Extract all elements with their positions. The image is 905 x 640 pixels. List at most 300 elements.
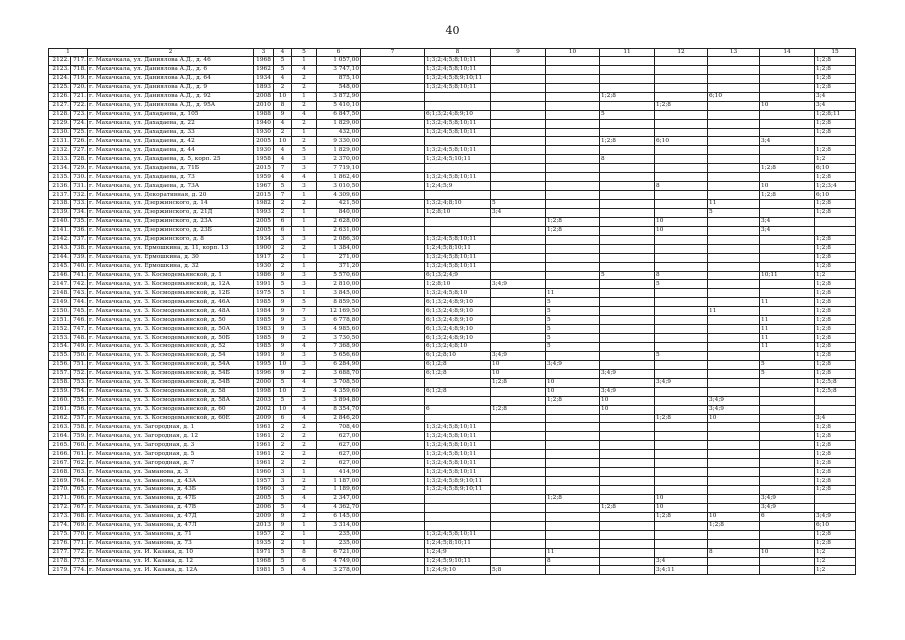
- table-cell: 1;2;4;5;8;10;11: [425, 244, 491, 253]
- table-cell: [491, 441, 546, 450]
- table-cell: [491, 182, 546, 191]
- table-cell: 1986: [254, 271, 274, 280]
- table-cell: [361, 110, 425, 119]
- table-cell: [708, 271, 760, 280]
- table-cell: 2154.: [49, 343, 71, 352]
- table-cell: 769.: [71, 521, 88, 530]
- table-cell: 758.: [71, 423, 88, 432]
- table-cell: [546, 477, 600, 486]
- table-cell: 748.: [71, 334, 88, 343]
- table-cell: г. Махачкала, ул. Дахадаева, д. 33: [88, 128, 254, 137]
- table-cell: 1: [292, 92, 317, 101]
- table-cell: [546, 65, 600, 74]
- table-cell: [361, 65, 425, 74]
- table-cell: 2 086,30: [317, 235, 361, 244]
- table-cell: 235,00: [317, 530, 361, 539]
- table-cell: 840,00: [317, 208, 361, 217]
- table-cell: [600, 494, 655, 503]
- table-cell: 9: [274, 316, 292, 325]
- table-cell: [491, 539, 546, 548]
- table-cell: [655, 423, 708, 432]
- table-cell: 1;2;8: [815, 262, 856, 271]
- table-cell: 2159.: [49, 387, 71, 396]
- table-cell: 1;2;8: [546, 396, 600, 405]
- table-cell: [491, 503, 546, 512]
- table-cell: 2015: [254, 164, 274, 173]
- table-cell: [600, 530, 655, 539]
- table-cell: [760, 244, 815, 253]
- table-cell: 1;3;2;4;5;8;10;11: [425, 173, 491, 182]
- table-cell: [708, 378, 760, 387]
- table-cell: [708, 360, 760, 369]
- table-cell: [655, 173, 708, 182]
- table-cell: г. Махачкала, ул. Дзержинского, д. 23А: [88, 217, 254, 226]
- table-cell: 4: [292, 566, 317, 575]
- table-cell: г. Махачкала, ул. Дзержинского, д. 14: [88, 200, 254, 209]
- table-cell: 6;1;3;2;4;9: [425, 271, 491, 280]
- table-cell: 10: [708, 512, 760, 521]
- table-cell: 3: [292, 155, 317, 164]
- table-cell: [600, 512, 655, 521]
- table-cell: [815, 137, 856, 146]
- table-cell: [655, 530, 708, 539]
- table-cell: 2005: [254, 494, 274, 503]
- table-cell: 1: [292, 289, 317, 298]
- table-cell: 2155.: [49, 351, 71, 360]
- table-cell: 10: [760, 182, 815, 191]
- table-cell: 1;2;8: [815, 539, 856, 548]
- table-row: [49, 128, 856, 137]
- table-cell: [546, 423, 600, 432]
- table-cell: [361, 343, 425, 352]
- table-cell: 4: [292, 378, 317, 387]
- table-cell: [491, 530, 546, 539]
- table-cell: 747.: [71, 325, 88, 334]
- table-cell: 8: [600, 155, 655, 164]
- table-cell: 2145.: [49, 262, 71, 271]
- table-cell: 3: [292, 325, 317, 334]
- table-cell: 5: [274, 548, 292, 557]
- table-cell: [425, 503, 491, 512]
- housing-register-table: [48, 48, 856, 575]
- table-cell: 756.: [71, 405, 88, 414]
- table-cell: [760, 387, 815, 396]
- table-cell: [760, 74, 815, 83]
- table-cell: 1;2;8: [815, 280, 856, 289]
- table-cell: 2132.: [49, 146, 71, 155]
- table-cell: 5 656,60: [317, 351, 361, 360]
- table-cell: 1;2;8: [815, 289, 856, 298]
- table-cell: [760, 557, 815, 566]
- table-cell: [491, 191, 546, 200]
- table-row: [49, 271, 856, 280]
- table-cell: 1;2;8: [815, 316, 856, 325]
- table-cell: [491, 244, 546, 253]
- table-cell: [708, 432, 760, 441]
- table-cell: 1;2;8: [815, 74, 856, 83]
- table-cell: 1935: [254, 539, 274, 548]
- table-cell: г. Махачкала, ул. Заманова, д. 43А: [88, 477, 254, 486]
- table-cell: [760, 351, 815, 360]
- table-cell: 1934: [254, 235, 274, 244]
- table-cell: 766.: [71, 494, 88, 503]
- table-cell: [600, 65, 655, 74]
- table-cell: [815, 503, 856, 512]
- table-cell: 3;4;9: [655, 378, 708, 387]
- table-row: [49, 486, 856, 495]
- table-cell: 743.: [71, 289, 88, 298]
- table-cell: [491, 65, 546, 74]
- table-cell: 1930: [254, 146, 274, 155]
- table-cell: 1;2;8: [815, 146, 856, 155]
- table-cell: [760, 539, 815, 548]
- table-cell: [361, 521, 425, 530]
- table-cell: 1;2;8: [760, 191, 815, 200]
- table-cell: 3;4;9: [600, 387, 655, 396]
- table-cell: 5: [546, 298, 600, 307]
- table-row: [49, 494, 856, 503]
- table-cell: 5: [292, 146, 317, 155]
- table-cell: 1;2;8: [815, 325, 856, 334]
- table-cell: 9: [274, 343, 292, 352]
- table-cell: 2144.: [49, 253, 71, 262]
- table-cell: г. Махачкала, ул. Даниялова А.Д., д. 95А: [88, 101, 254, 110]
- table-cell: 728.: [71, 155, 88, 164]
- table-cell: 1;2;4;5;8;10;11: [425, 539, 491, 548]
- table-cell: г. Махачкала, ул. З. Космодемьянской, д. 54Б: [88, 369, 254, 378]
- table-cell: 627,00: [317, 459, 361, 468]
- table-cell: 6;10: [708, 92, 760, 101]
- table-row: [49, 244, 856, 253]
- table-cell: 5: [546, 325, 600, 334]
- table-cell: 1;2;8: [600, 137, 655, 146]
- table-row: [49, 92, 856, 101]
- table-cell: 2: [274, 262, 292, 271]
- table-cell: 762.: [71, 459, 88, 468]
- table-cell: 2: [292, 512, 317, 521]
- table-cell: [361, 101, 425, 110]
- table-cell: [760, 414, 815, 423]
- table-row: [49, 450, 856, 459]
- table-cell: 8 354,70: [317, 405, 361, 414]
- table-row: [49, 298, 856, 307]
- table-cell: 1;2;8: [546, 494, 600, 503]
- table-cell: 2140.: [49, 217, 71, 226]
- table-cell: [600, 253, 655, 262]
- table-cell: 4: [292, 343, 317, 352]
- table-cell: [361, 486, 425, 495]
- table-cell: [708, 503, 760, 512]
- table-cell: 1;2;8: [655, 512, 708, 521]
- table-cell: г. Махачкала, ул. Загородная, д. 7: [88, 459, 254, 468]
- table-cell: 627,00: [317, 441, 361, 450]
- table-cell: 4: [274, 173, 292, 182]
- table-cell: [361, 450, 425, 459]
- table-cell: 1;2;8: [815, 441, 856, 450]
- table-cell: [655, 74, 708, 83]
- table-cell: [546, 512, 600, 521]
- table-cell: [491, 298, 546, 307]
- table-cell: [655, 468, 708, 477]
- table-cell: [361, 512, 425, 521]
- table-cell: [491, 387, 546, 396]
- table-cell: [425, 226, 491, 235]
- table-cell: 774.: [71, 566, 88, 575]
- table-cell: г. Махачкала, ул. З. Космодемьянской, д. 54В: [88, 378, 254, 387]
- table-cell: 2015: [254, 191, 274, 200]
- table-cell: 717.: [71, 57, 88, 66]
- table-cell: [361, 539, 425, 548]
- table-cell: 5: [546, 307, 600, 316]
- column-header: 1: [49, 49, 88, 57]
- table-row: [49, 253, 856, 262]
- table-cell: 10: [546, 378, 600, 387]
- table-cell: 757.: [71, 414, 88, 423]
- table-cell: 1: [292, 539, 317, 548]
- table-cell: 1: [292, 128, 317, 137]
- table-cell: [491, 468, 546, 477]
- table-cell: 11: [760, 316, 815, 325]
- table-cell: 2156.: [49, 360, 71, 369]
- table-cell: 2164.: [49, 432, 71, 441]
- table-cell: 1;2;8;11: [815, 110, 856, 119]
- table-cell: 5: [274, 182, 292, 191]
- table-cell: 9: [274, 369, 292, 378]
- table-cell: 5 410,10: [317, 101, 361, 110]
- table-row: [49, 477, 856, 486]
- table-cell: г. Махачкала, ул. З. Космодемьянской, д. 48А: [88, 307, 254, 316]
- table-cell: 2: [274, 253, 292, 262]
- table-cell: [655, 298, 708, 307]
- table-cell: 2152.: [49, 325, 71, 334]
- table-cell: 1;2;8: [600, 92, 655, 101]
- table-cell: 6;10: [815, 191, 856, 200]
- table-cell: [655, 146, 708, 155]
- table-cell: [546, 235, 600, 244]
- table-cell: 749.: [71, 343, 88, 352]
- table-cell: 2153.: [49, 334, 71, 343]
- table-cell: 2: [292, 74, 317, 83]
- table-cell: 10: [491, 369, 546, 378]
- table-cell: [491, 57, 546, 66]
- table-cell: 3;4: [760, 217, 815, 226]
- table-cell: 3;4: [491, 208, 546, 217]
- table-cell: [361, 405, 425, 414]
- table-cell: 719.: [71, 74, 88, 83]
- table-cell: 6;1;2;8: [425, 387, 491, 396]
- table-cell: 2: [274, 128, 292, 137]
- table-cell: г. Махачкала, ул. Декоративная, д. 20: [88, 191, 254, 200]
- table-cell: 1984: [254, 307, 274, 316]
- table-cell: [546, 200, 600, 209]
- table-cell: 1;2;8: [708, 521, 760, 530]
- table-cell: 1;2;8: [815, 530, 856, 539]
- table-cell: г. Махачкала, ул. Заманова, д. 3: [88, 468, 254, 477]
- table-cell: [760, 155, 815, 164]
- table-cell: [600, 423, 655, 432]
- table-cell: [491, 557, 546, 566]
- table-cell: [546, 110, 600, 119]
- table-row: [49, 396, 856, 405]
- table-cell: 1;2;8: [655, 101, 708, 110]
- table-cell: 5: [274, 280, 292, 289]
- table-cell: 7: [274, 164, 292, 173]
- table-cell: [491, 271, 546, 280]
- table-cell: [425, 137, 491, 146]
- table-cell: [491, 477, 546, 486]
- table-cell: [361, 369, 425, 378]
- table-cell: [708, 191, 760, 200]
- table-cell: [491, 217, 546, 226]
- table-cell: 1;2: [815, 155, 856, 164]
- table-cell: [600, 146, 655, 155]
- table-row: [49, 164, 856, 173]
- table-cell: 3;4: [815, 92, 856, 101]
- table-cell: 6 847,50: [317, 110, 361, 119]
- table-cell: г. Махачкала, ул. Дахадаева, д. 105: [88, 110, 254, 119]
- table-cell: 1967: [254, 182, 274, 191]
- table-cell: 6: [274, 414, 292, 423]
- table-cell: [600, 566, 655, 575]
- table-cell: 4: [292, 494, 317, 503]
- table-cell: 3 845,00: [317, 289, 361, 298]
- table-cell: 8: [546, 557, 600, 566]
- table-cell: [655, 155, 708, 164]
- table-cell: [425, 512, 491, 521]
- table-cell: 1961: [254, 441, 274, 450]
- table-cell: 6: [274, 217, 292, 226]
- table-cell: [600, 521, 655, 530]
- table-cell: [491, 83, 546, 92]
- table-cell: 741.: [71, 271, 88, 280]
- table-cell: [361, 530, 425, 539]
- table-cell: [546, 128, 600, 137]
- table-cell: 7 719,10: [317, 164, 361, 173]
- table-cell: 9: [274, 521, 292, 530]
- table-cell: 2172.: [49, 503, 71, 512]
- table-cell: 754.: [71, 387, 88, 396]
- table-cell: 4: [292, 414, 317, 423]
- table-cell: 6: [274, 226, 292, 235]
- table-cell: [361, 253, 425, 262]
- table-cell: [708, 298, 760, 307]
- table-cell: [361, 351, 425, 360]
- table-cell: [708, 226, 760, 235]
- table-cell: 3 747,10: [317, 65, 361, 74]
- table-cell: г. Махачкала, ул. И. Казака, д. 10: [88, 548, 254, 557]
- table-cell: 1;2;8: [655, 414, 708, 423]
- table-cell: [546, 414, 600, 423]
- table-cell: [708, 494, 760, 503]
- table-cell: [708, 343, 760, 352]
- table-cell: 2134.: [49, 164, 71, 173]
- table-cell: [815, 217, 856, 226]
- table-cell: 10: [655, 226, 708, 235]
- table-cell: 752.: [71, 369, 88, 378]
- table-cell: г. Махачкала, ул. Дахадаева, д. 5, корп. 25: [88, 155, 254, 164]
- table-row: [49, 226, 856, 235]
- table-cell: [655, 128, 708, 137]
- table-cell: 4: [274, 119, 292, 128]
- table-cell: [600, 182, 655, 191]
- table-cell: 1957: [254, 530, 274, 539]
- table-cell: 11: [760, 343, 815, 352]
- table-cell: 1960: [254, 486, 274, 495]
- table-row: [49, 119, 856, 128]
- table-cell: 773.: [71, 557, 88, 566]
- table-cell: 3 278,00: [317, 566, 361, 575]
- table-cell: [655, 262, 708, 271]
- table-cell: г. Махачкала, ул. З. Космодемьянской, д. 58: [88, 387, 254, 396]
- table-cell: [491, 173, 546, 182]
- table-row: [49, 217, 856, 226]
- table-cell: [361, 244, 425, 253]
- table-cell: 3: [274, 235, 292, 244]
- table-cell: 9: [274, 298, 292, 307]
- table-cell: 2123.: [49, 65, 71, 74]
- table-row: [49, 369, 856, 378]
- table-cell: 738.: [71, 244, 88, 253]
- table-cell: 5: [760, 369, 815, 378]
- table-cell: 2168.: [49, 468, 71, 477]
- table-row: [49, 289, 856, 298]
- table-cell: [600, 316, 655, 325]
- table-row: [49, 557, 856, 566]
- table-cell: [708, 173, 760, 182]
- table-cell: 4 749,00: [317, 557, 361, 566]
- table-cell: 1;2;8: [815, 235, 856, 244]
- table-cell: 6 778,80: [317, 316, 361, 325]
- table-cell: 10: [546, 387, 600, 396]
- table-cell: 2 628,00: [317, 217, 361, 226]
- table-cell: г. Махачкала, ул. И. Казака, д. 12: [88, 557, 254, 566]
- table-cell: 4 309,60: [317, 191, 361, 200]
- table-cell: [546, 450, 600, 459]
- table-cell: 11: [546, 289, 600, 298]
- table-cell: 3: [292, 235, 317, 244]
- table-cell: г. Махачкала, ул. З. Космодемьянской, д. 50Б: [88, 334, 254, 343]
- table-cell: [425, 217, 491, 226]
- table-cell: [708, 539, 760, 548]
- table-cell: 2: [292, 432, 317, 441]
- table-cell: 1934: [254, 74, 274, 83]
- table-cell: 2: [274, 200, 292, 209]
- table-cell: 1;3;2;4;5;8;10;11: [425, 262, 491, 271]
- table-cell: 2010: [254, 101, 274, 110]
- table-cell: 1: [292, 253, 317, 262]
- table-cell: 2171.: [49, 494, 71, 503]
- table-cell: 2146.: [49, 271, 71, 280]
- table-cell: [655, 450, 708, 459]
- table-cell: г. Махачкала, ул. Загородная, д. 1: [88, 423, 254, 432]
- table-cell: 2174.: [49, 521, 71, 530]
- table-cell: 3;4;9: [546, 360, 600, 369]
- table-cell: [361, 226, 425, 235]
- table-cell: [760, 459, 815, 468]
- table-cell: [760, 405, 815, 414]
- table-cell: 3: [274, 486, 292, 495]
- table-cell: [600, 200, 655, 209]
- table-cell: [708, 253, 760, 262]
- table-cell: [760, 432, 815, 441]
- table-row: [49, 146, 856, 155]
- table-cell: [655, 334, 708, 343]
- table-cell: 2: [274, 244, 292, 253]
- table-cell: 3;4;9: [708, 396, 760, 405]
- table-cell: [546, 369, 600, 378]
- table-cell: 2: [274, 459, 292, 468]
- table-cell: [600, 307, 655, 316]
